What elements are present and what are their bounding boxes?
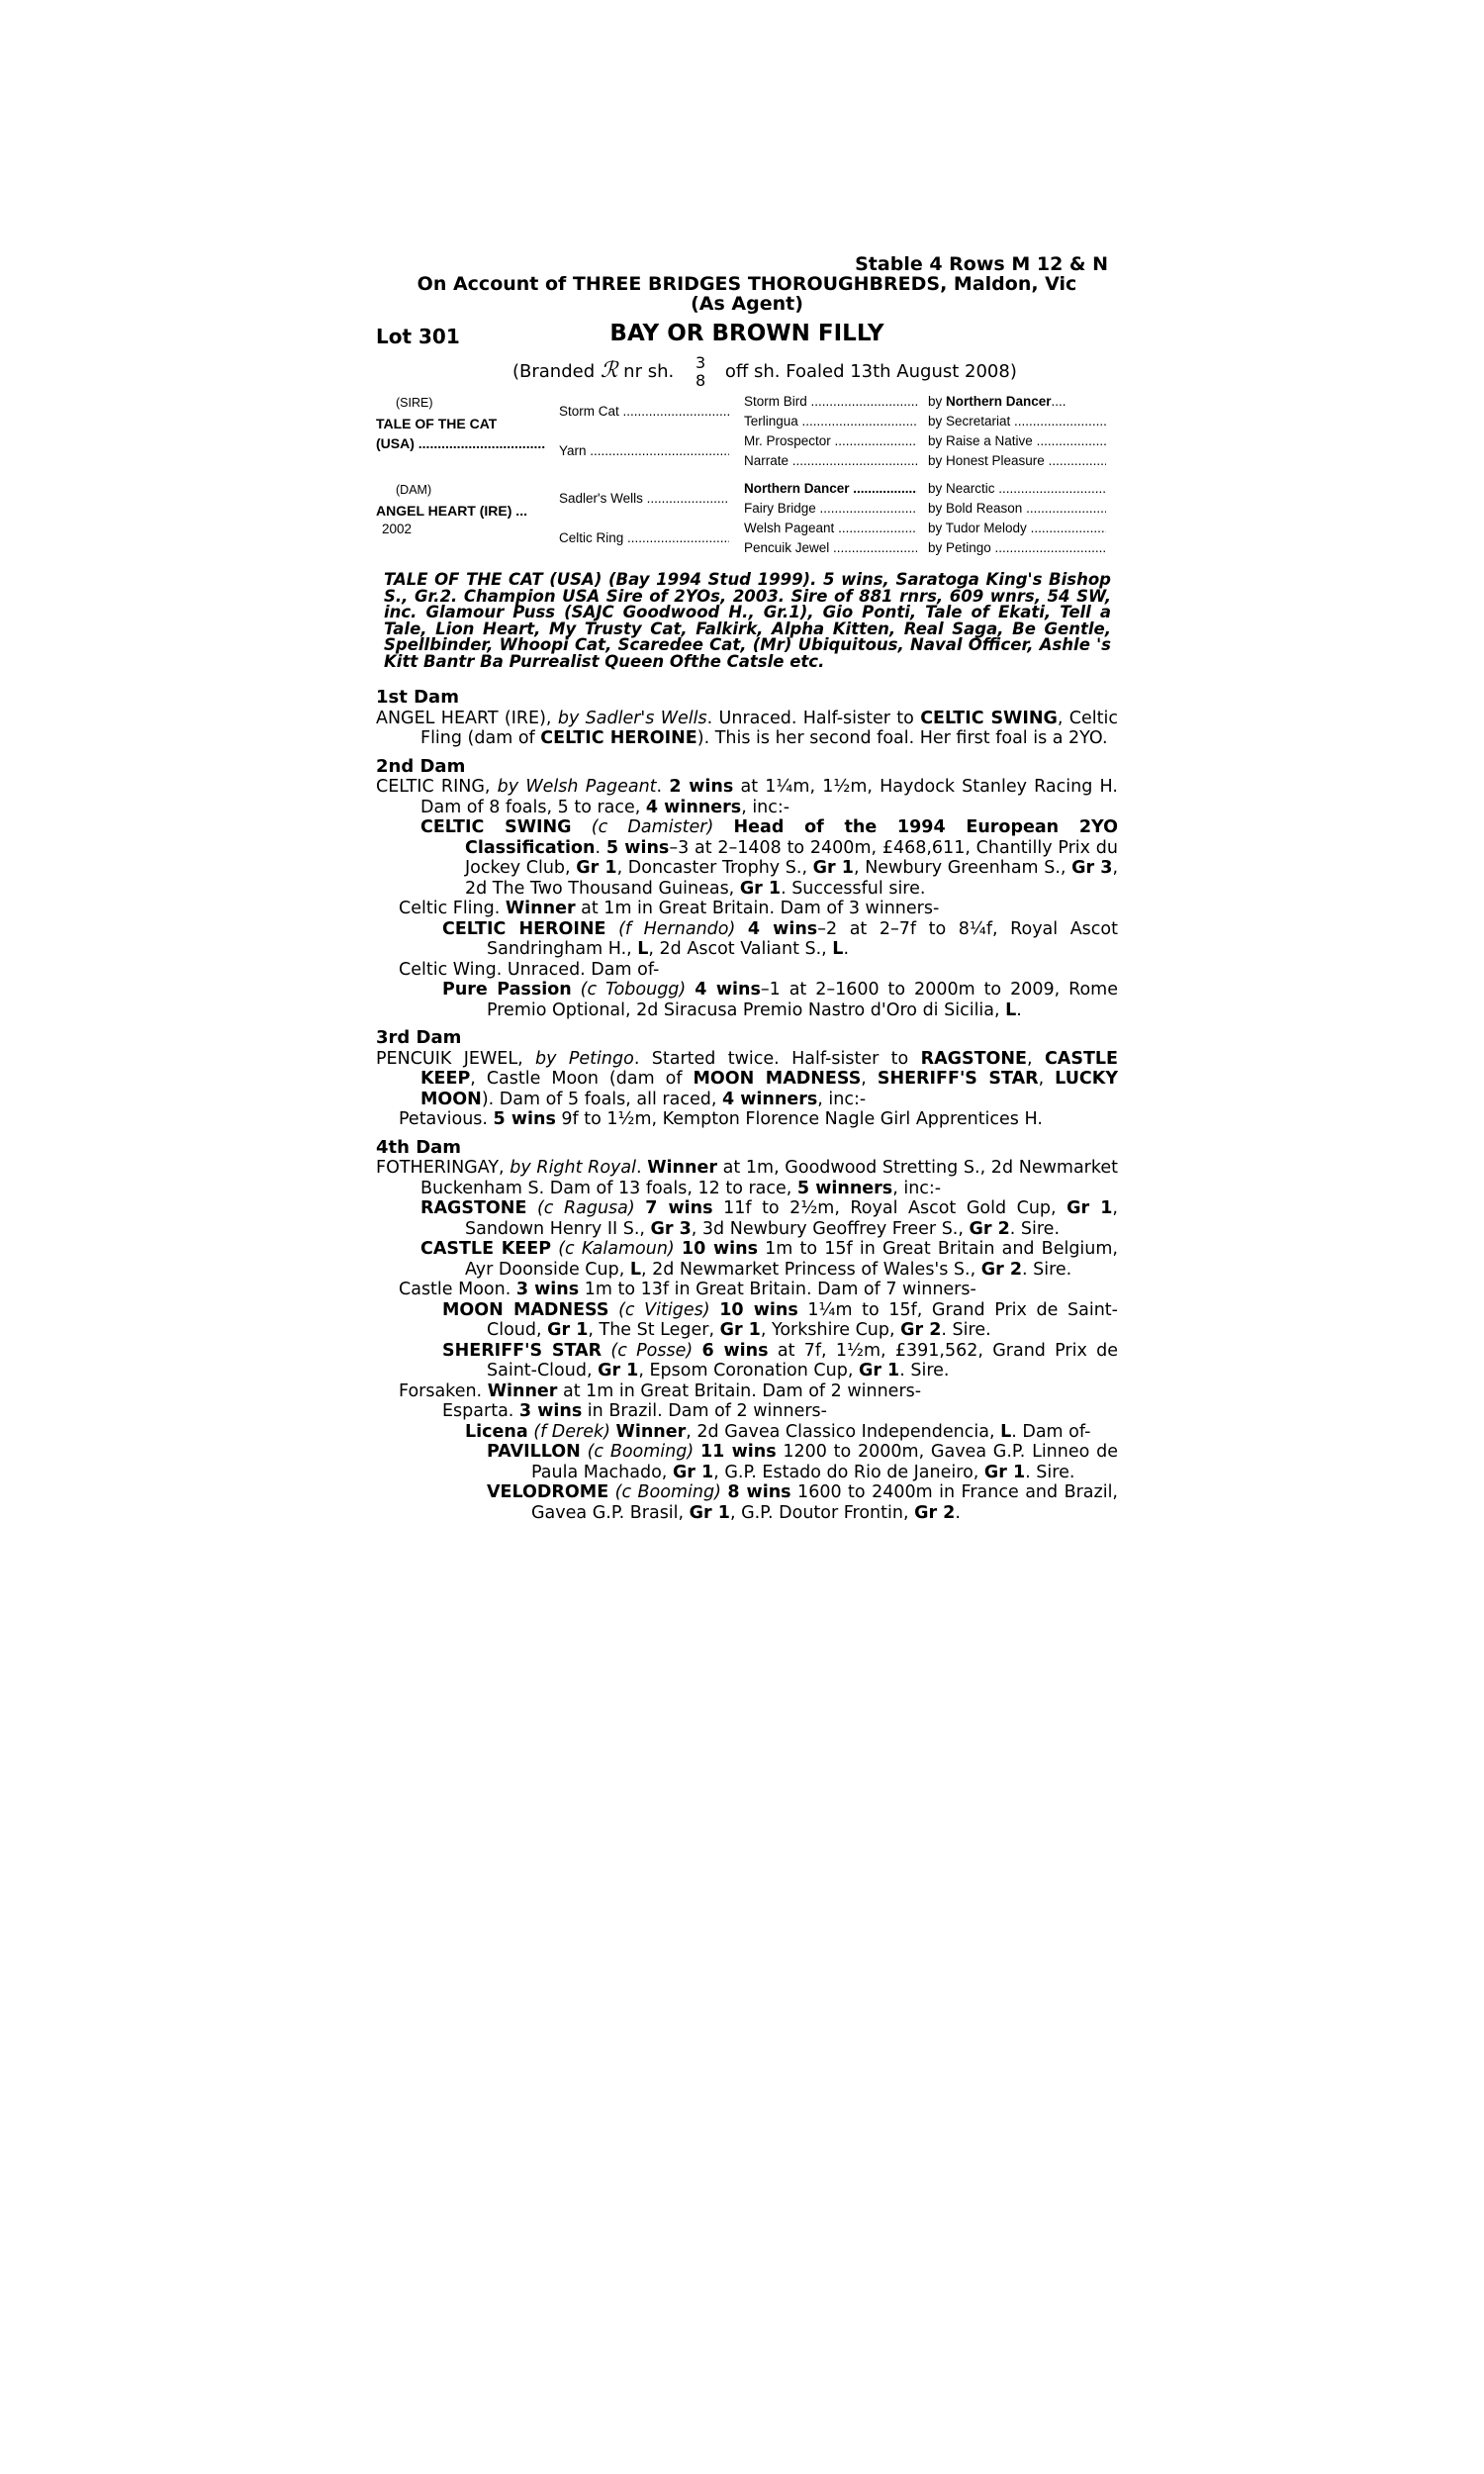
pedigree-entry: MOON MADNESS (c Vitiges) 10 wins 1¼m to 15f, Grand Prix de Saint-Cloud, Gr 1, The St Leger, Gr 1, Yorkshire Cup, Gr 2. Sire. xyxy=(442,1299,1118,1340)
bold-text: 5 wins xyxy=(493,1109,556,1129)
bold-text: 8 wins xyxy=(727,1482,791,1502)
bold-text: 10 wins xyxy=(681,1239,759,1259)
bold-text: 4 wins xyxy=(747,918,818,939)
bold-text: Winner xyxy=(615,1421,687,1442)
bold-text: Winner xyxy=(505,899,576,918)
bold-text: 4 winners xyxy=(721,1089,818,1109)
bold-text: PAVILLON xyxy=(487,1442,581,1462)
bold-text: 7 wins xyxy=(645,1198,713,1218)
italic-text: by Right Royal xyxy=(510,1158,636,1178)
gen3-5: Northern Dancer ..... xyxy=(744,481,917,496)
bold-text: Gr 1 xyxy=(739,878,782,899)
dam-name: ANGEL HEART (IRE) ... xyxy=(376,503,527,519)
bold-text: Gr 1 xyxy=(598,1361,639,1380)
pedigree-entry: FOTHERINGAY, by Right Royal. Winner at 1m, Goodwood Stretting S., 2d Newmarket Buckenham S. Dam of 13 foals, 12 to race, 5 winners, inc:- xyxy=(376,1158,1118,1198)
bold-text: Licena xyxy=(465,1421,528,1442)
bold-text: Gr 2 xyxy=(914,1502,956,1523)
pedigree-entry: RAGSTONE (c Ragusa) 7 wins 11f to 2½m, Royal Ascot Gold Cup, Gr 1, Sandown Henry II S., Gr 3, 3d Newbury Geoffrey Freer S., Gr 2. Sire. xyxy=(420,1198,1118,1239)
bold-text: 11 wins xyxy=(699,1442,777,1462)
bold-text: 5 wins xyxy=(605,837,670,858)
brand-prefix: (Branded xyxy=(512,361,596,382)
gen4-5: by Nearctic ..... xyxy=(928,481,1106,496)
sire-name: TALE OF THE CAT xyxy=(376,416,498,431)
gen2-sire-dam: Yarn ..... xyxy=(559,443,729,458)
italic-text: (c Booming) xyxy=(614,1482,721,1502)
dam-foal-year: 2002 xyxy=(382,522,413,536)
italic-text: (f Derek) xyxy=(533,1421,610,1442)
bold-text: Head of the 1994 European 2YO Classification xyxy=(465,817,1118,858)
bold-text: L xyxy=(629,1259,641,1280)
pedigree-entry: CELTIC HEROINE (f Hernando) 4 wins–2 at 2–7f to 8¼f, Royal Ascot Sandringham H., L, 2d Ascot Valiant S., L. xyxy=(442,918,1118,959)
bold-text: Gr 1 xyxy=(1067,1198,1113,1218)
pedigree-entry: CELTIC RING, by Welsh Pageant. 2 wins at 1¼m, 1½m, Haydock Stanley Racing H. Dam of 8 foals, 5 to race, 4 winners, inc:- xyxy=(376,777,1118,817)
bold-text: Gr 2 xyxy=(900,1320,942,1340)
bold-text: 4 wins xyxy=(695,980,761,999)
pedigree-entry: Celtic Fling. Winner at 1m in Great Britain. Dam of 3 winners- xyxy=(399,899,940,918)
dam-label: (DAM) xyxy=(396,483,432,497)
bold-text: Gr 1 xyxy=(983,1462,1026,1482)
italic-text: (c Vitiges) xyxy=(618,1299,710,1320)
bold-text: L xyxy=(1005,999,1017,1020)
gen2-dam-sire: Sadler's Wells ..... xyxy=(559,491,729,506)
bold-text: CELTIC SWING xyxy=(920,708,1058,728)
bold-text: CASTLE KEEP xyxy=(420,1048,1118,1089)
bold-text: 2 wins xyxy=(669,777,734,797)
bold-text: RAGSTONE xyxy=(920,1048,1028,1069)
sire-country: (USA) ..... xyxy=(376,435,546,451)
bold-text: CELTIC HEROINE xyxy=(442,918,606,939)
bold-text: SHERIFF'S STAR xyxy=(877,1069,1039,1089)
gen2-dam-dam: Celtic Ring ..... xyxy=(559,530,729,545)
pedigree-entry: Pure Passion (c Tobougg) 4 wins–1 at 2–1600 to 2000m to 2009, Rome Premio Optional, 2d Siracusa Premio Nastro d'Oro di Sicilia, L. xyxy=(442,980,1118,1020)
italic-text: by Petingo xyxy=(535,1048,634,1069)
italic-text: (c Kalamoun) xyxy=(558,1239,675,1259)
gen4-4: by Honest Pleasure ..... xyxy=(928,453,1106,468)
bold-text: Gr 1 xyxy=(689,1502,730,1523)
gen3-1: Storm Bird ..... xyxy=(744,394,917,409)
pedigree-entry: CELTIC SWING (c Damister) Head of the 1994 European 2YO Classification. 5 wins–3 at 2–1408 to 2400m, £468,611, Chantilly Prix du Jockey Club, Gr 1, Doncaster Trophy S., Gr 1, Newbury Greenham S., Gr 3, 2d The Two Thousand Guineas, Gr 1. Successful sire. xyxy=(420,817,1119,899)
pedigree-entry: Castle Moon. 3 wins 1m to 13f in Great Britain. Dam of 7 winners- xyxy=(399,1280,976,1299)
section-heading: 3rd Dam xyxy=(376,1027,462,1048)
dam-name-text: ANGEL HEART (IRE) xyxy=(376,503,512,519)
dam-lines xyxy=(376,688,1118,1523)
gen3-8: Pencuik Jewel ..... xyxy=(744,540,917,555)
bold-text: CASTLE KEEP xyxy=(420,1239,552,1259)
stable-location: Stable 4 Rows M 12 & N xyxy=(855,253,1108,275)
gen4-7: by Tudor Melody ..... xyxy=(928,521,1106,535)
pedigree-entry: Licena (f Derek) Winner, 2d Gavea Classico Independencia, L. Dam of- xyxy=(465,1421,1091,1442)
gen4-8: by Petingo ..... xyxy=(928,540,1106,555)
gen3-4: Narrate ..... xyxy=(744,453,917,468)
bold-text: Gr 1 xyxy=(812,858,854,878)
bold-text: 5 winners xyxy=(796,1178,893,1198)
italic-text: by Welsh Pageant xyxy=(497,777,657,797)
gen2-sire-sire: Storm Cat ..... xyxy=(559,404,729,419)
bold-text: Gr 2 xyxy=(980,1259,1022,1280)
section-heading: 4th Dam xyxy=(376,1136,462,1158)
brand-numerator: 3 xyxy=(695,353,706,372)
gen3-3: Mr. Prospector ..... xyxy=(744,433,917,448)
bold-text: L xyxy=(1000,1421,1012,1442)
gen4-1: by Northern Dancer.... xyxy=(928,394,1067,409)
brand-mark: ℛ xyxy=(600,358,618,383)
bold-text: 4 winners xyxy=(645,797,742,817)
pedigree-entry: SHERIFF'S STAR (c Posse) 6 wins at 7f, 1½m, £391,562, Grand Prix de Saint-Cloud, Gr 1, Epsom Coronation Cup, Gr 1. Sire. xyxy=(442,1340,1118,1380)
lot-number: Lot 301 xyxy=(376,325,460,348)
vendor-account: On Account of THREE BRIDGES THOROUGHBREDS, Maldon, Vic xyxy=(417,273,1077,295)
pedigree-entry: PAVILLON (c Booming) 11 wins 1200 to 2000m, Gavea G.P. Linneo de Paula Machado, Gr 1, G.P. Estado do Rio de Janeiro, Gr 1. Sire. xyxy=(487,1442,1118,1482)
bold-text: Gr 3 xyxy=(650,1218,692,1239)
bold-text: Pure Passion xyxy=(442,980,572,999)
agent-note: (As Agent) xyxy=(691,293,803,315)
pedigree-entry: Forsaken. Winner at 1m in Great Britain. Dam of 2 winners- xyxy=(399,1380,922,1401)
pedigree-entry: Celtic Wing. Unraced. Dam of- xyxy=(399,959,660,980)
italic-text: (c Posse) xyxy=(610,1340,694,1361)
bold-text: LUCKY MOON xyxy=(420,1069,1118,1109)
pedigree-entry: CASTLE KEEP (c Kalamoun) 10 wins 1m to 15f in Great Britain and Belgium, Ayr Doonside Cup, L, 2d Newmarket Princess of Wales's S., Gr 2. Sire. xyxy=(420,1239,1118,1280)
bold-text: Gr 2 xyxy=(969,1218,1010,1239)
italic-text: (f Hernando) xyxy=(618,918,736,939)
italic-text: (c Ragusa) xyxy=(536,1198,635,1218)
pedigree-entry: ANGEL HEART (IRE), by Sadler's Wells. Unraced. Half-sister to CELTIC SWING, Celtic Fling (dam of CELTIC HEROINE). This is her second foal. Her first foal is a 2YO. xyxy=(376,708,1118,748)
bold-text: L xyxy=(832,939,844,959)
italic-text: by Sadler's Wells xyxy=(557,708,707,728)
pedigree-entry: Petavious. 5 wins 9f to 1½m, Kempton Florence Nagle Girl Apprentices H. xyxy=(399,1109,1043,1129)
lot-title: BAY OR BROWN FILLY xyxy=(609,321,884,346)
italic-text: (c Damister) xyxy=(591,817,714,837)
gen4-6: by Bold Reason ..... xyxy=(928,501,1106,516)
gen3-7: Welsh Pageant ..... xyxy=(744,521,917,535)
pedigree-entry: Esparta. 3 wins in Brazil. Dam of 2 winners- xyxy=(442,1401,827,1421)
bold-text: Gr 1 xyxy=(719,1320,761,1340)
gen3-6: Fairy Bridge ..... xyxy=(744,501,917,516)
sire-summary: TALE OF THE CAT (USA) (Bay 1994 Stud 1999). 5 wins, Saratoga King's Bishop S., Gr.2. Champion USA Sire of 2YOs, 2003. Sire of 881 rnrs, 609 wnrs, 54 SW, inc. Glamour Puss (SAJC Goodwood H., Gr.1), Gio Ponti, Tale of Ekati, Tell a Tale, Lion Heart, My Trusty Cat, Falkirk, Alpha Kitten, Real Saga, Be Gentle, Spellbinder, Whoopi Cat, Scaredee Cat, (Mr) Ubiquitous, Naval Officer, Ashle 's Kitt Bantr Ba Purrealist Queen Ofthe Catsle etc. xyxy=(384,570,1111,671)
section-heading: 2nd Dam xyxy=(376,755,466,777)
pedigree-entry: PENCUIK JEWEL, by Petingo. Started twice. Half-sister to RAGSTONE, CASTLE KEEP, Castle Moon (dam of MOON MADNESS, SHERIFF'S STAR, LUCKY MOON). Dam of 5 foals, all raced, 4 winners, inc:- xyxy=(376,1048,1118,1109)
brand-line xyxy=(512,354,1017,390)
bold-text: 10 wins xyxy=(719,1299,798,1320)
bold-text: 3 wins xyxy=(518,1401,583,1421)
bold-text: CELTIC HEROINE xyxy=(540,728,697,748)
gen4-2: by Secretariat ..... xyxy=(928,414,1106,428)
italic-text: (c Tobougg) xyxy=(580,980,687,999)
bold-text: 3 wins xyxy=(515,1280,580,1299)
bold-text: 6 wins xyxy=(701,1340,769,1361)
pedigree-table xyxy=(376,392,1118,560)
bold-text: Gr 1 xyxy=(672,1462,714,1482)
brand-suffix: off sh. Foaled 13th August 2008) xyxy=(724,361,1017,382)
bold-text: SHERIFF'S STAR xyxy=(442,1340,603,1361)
bold-text: MOON MADNESS xyxy=(693,1069,862,1089)
brand-fraction xyxy=(696,354,705,390)
bold-text: Winner xyxy=(487,1380,558,1401)
section-heading: 1st Dam xyxy=(376,687,459,708)
sire-label: (SIRE) xyxy=(396,396,433,410)
bold-text: Gr 1 xyxy=(858,1361,900,1380)
bold-text: Winner xyxy=(647,1158,717,1178)
brand-mid: nr sh. xyxy=(623,361,675,382)
pedigree-entry: VELODROME (c Booming) 8 wins 1600 to 2400m in France and Brazil, Gavea G.P. Brasil, Gr 1, G.P. Doutor Frontin, Gr 2. xyxy=(487,1482,1118,1523)
bold-text: RAGSTONE xyxy=(420,1198,527,1218)
bold-text: L xyxy=(637,939,649,959)
gen4-3: by Raise a Native ..... xyxy=(928,433,1106,448)
brand-denominator: 8 xyxy=(695,371,706,390)
bold-text: Gr 3 xyxy=(1071,858,1113,878)
bold-text: Gr 1 xyxy=(547,1320,589,1340)
bold-text: CELTIC SWING xyxy=(420,817,572,837)
gen4-1-name: Northern Dancer xyxy=(946,394,1052,409)
gen3-2: Terlingua ..... xyxy=(744,414,917,428)
bold-text: VELODROME xyxy=(487,1482,609,1502)
bold-text: MOON MADNESS xyxy=(442,1299,609,1320)
bold-text: Gr 1 xyxy=(576,858,617,878)
italic-text: (c Booming) xyxy=(587,1442,695,1462)
